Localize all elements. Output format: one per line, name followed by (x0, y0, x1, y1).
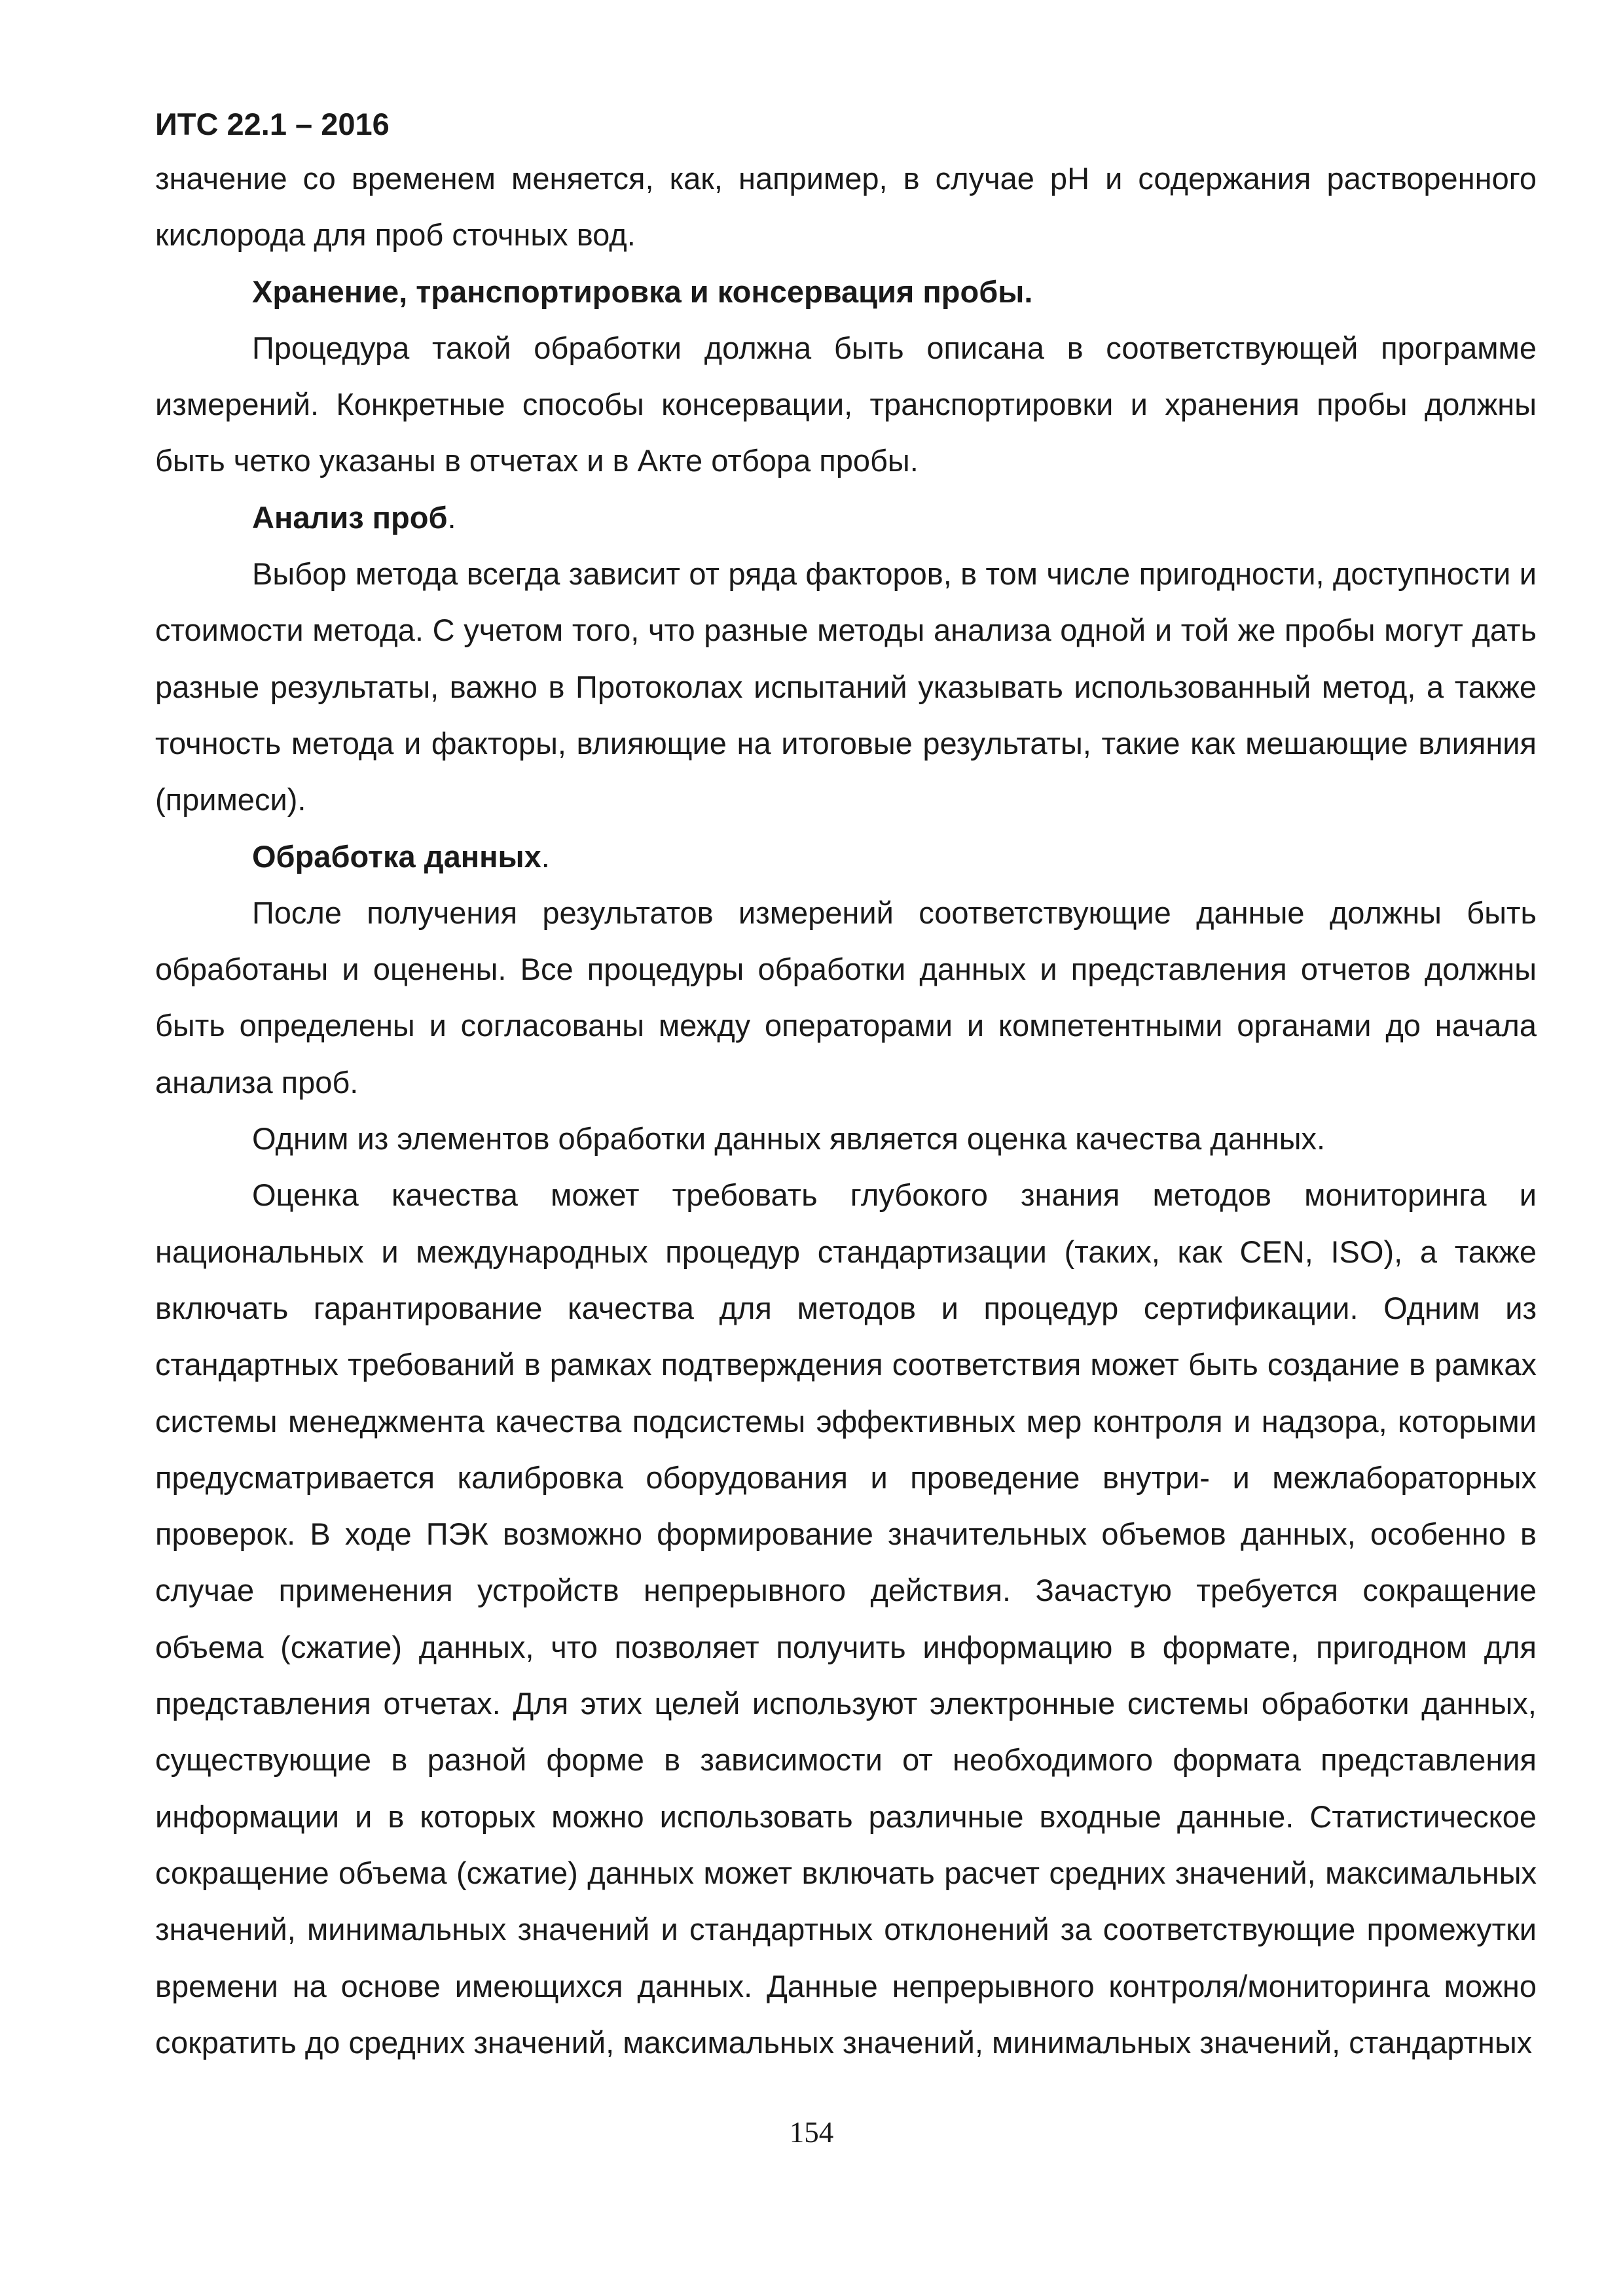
paragraph-continuation: значение со временем меняется, как, например, в случае рН и содержания растворенного кислорода для проб сточных вод. (155, 161, 1537, 253)
section-heading-data-processing-period: . (541, 838, 550, 874)
document-page (155, 98, 1537, 2071)
section-heading-data-processing (155, 829, 1537, 885)
page-number: 154 (789, 2116, 834, 2149)
section-heading-data-processing-text: Обработка данных (252, 838, 541, 874)
paragraph-data-quality: Одним из элементов обработки данных является оценка качества данных. (252, 1121, 1326, 1157)
document-header: ИТС 22.1 – 2016 (155, 107, 390, 141)
section-heading-analysis-text: Анализ проб (252, 499, 448, 535)
paragraph-analysis: Выбор метода всегда зависит от ряда факторов, в том числе пригодности, доступности и стоимости метода. С учетом того, что разные методы анализа одной и той же пробы могут дать разные результаты, важно в Протоколах испытаний указывать использованный метод, а также точность метода и факторы, влияющие на итоговые результаты, такие как мешающие влияния (примеси). (155, 556, 1537, 817)
section-heading-analysis-period: . (447, 499, 456, 535)
paragraph-storage: Процедура такой обработки должна быть описана в соответствующей программе измерений. Конкретные способы консервации, транспортировки и хранения пробы должны быть четко указаны в отчетах и в Акте отбора пробы. (155, 330, 1537, 478)
section-heading-storage-text: Хранение, транспортировка и консервация пробы. (252, 274, 1033, 309)
section-heading-storage (155, 264, 1537, 320)
section-heading-analysis (155, 490, 1537, 546)
paragraph-quality-assessment: Оценка качества может требовать глубокого знания методов мониторинга и национальных и международных процедур стандартизации (таких, как CEN, ISO), а также включать гарантирование качества для методов и процедур сертификации. Одним из стандартных требований в рамках подтверждения соответствия может быть создание в рамках системы менеджмента качества подсистемы эффективных мер контроля и надзора, которыми предусматривается калибровка оборудования и проведение внутри- и межлабораторных проверок. В ходе ПЭК возможно формирование значительных объемов данных, особенно в случае применения устройств непрерывного действия. Зачастую требуется сокращение объема (сжатие) данных, что позволяет получить информацию в формате, пригодном для представления отчетах. Для этих целей используют электронные системы обработки данных, существующие в разной форме в зависимости от необходимого формата представления информации и в которых можно использовать различные входные данные. Статистическое сокращение объема (сжатие) данных может включать расчет средних значений, максимальных значений, минимальных значений и стандартных отклонений за соответствующие промежутки времени на основе имеющихся данных. Данные непрерывного контроля/мониторинга можно сократить до средних значений, максимальных значений, минимальных значений, стандартных (155, 1177, 1537, 2060)
paragraph-data-processing: После получения результатов измерений соответствующие данные должны быть обработаны и оценены. Все процедуры обработки данных и представления отчетов должны быть определены и согласованы между операторами и компетентными органами до начала анализа проб. (155, 895, 1537, 1100)
